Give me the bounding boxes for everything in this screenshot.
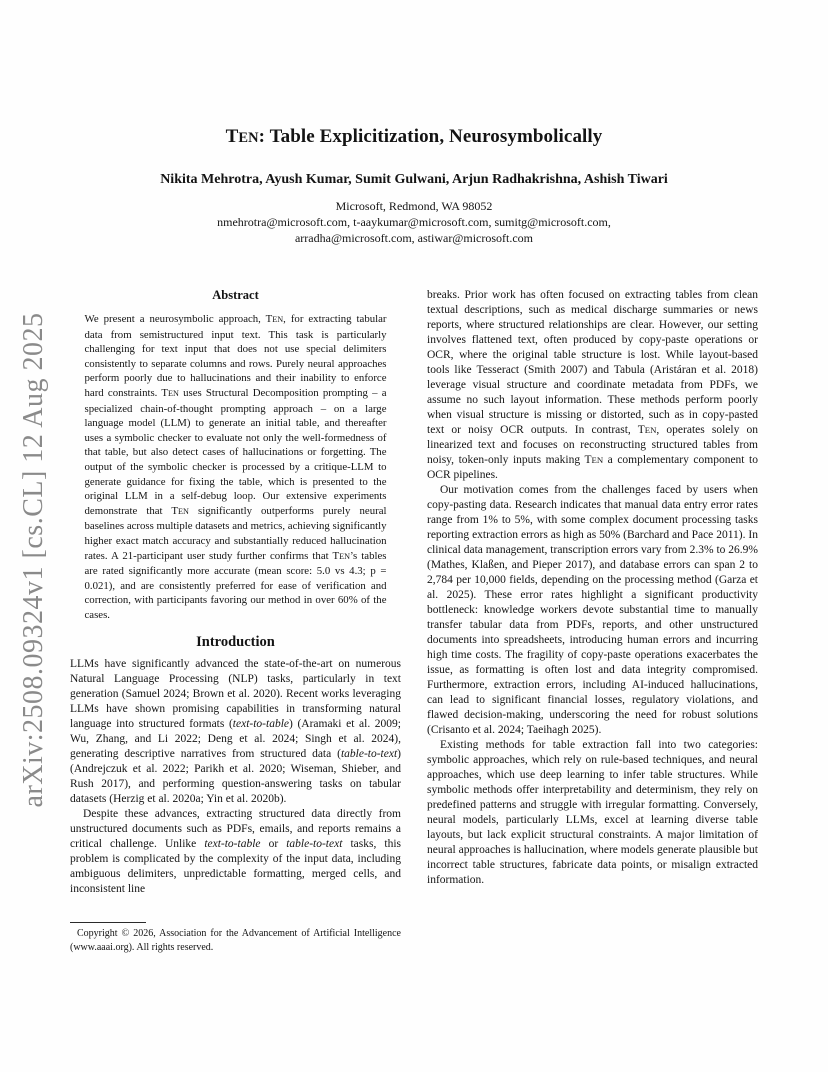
arxiv-watermark: arXiv:2508.09324v1 [cs.CL] 12 Aug 2025	[18, 312, 49, 808]
email-line-2: arradha@microsoft.com, astiwar@microsoft.com	[294, 231, 534, 245]
right-column	[427, 288, 758, 888]
left-column	[70, 288, 401, 988]
copyright-footnote-text: Copyright © 2026, Association for the Advancement of Artificial Intelligence (www.aaai.org). All rights reserved.	[70, 928, 401, 953]
affiliation: Microsoft, Redmond, WA 98052	[335, 199, 493, 213]
abstract-heading: Abstract	[212, 288, 259, 302]
intro-paragraph-3: Our motivation comes from the challenges faced by users when copy-pasting data. Research indicates that manual data entry error rates range from 1% to 5%, with some complex document processing tasks reporting extraction errors as high as 50% (Barchard and Pace 2011). In clinical data management, transcription errors vary from 2.3% to 26.9% (Mathes, Klaßen, and Pieper 2017), and database errors can span 2 to 2,784 per 10,000 fields, depending on the processing method (Garza et al. 2025). These error rates highlight a significant productivity bottleneck: knowledge workers devote substantial time to manually transfer tabular data from PDFs, reports, and other unstructured documents into spreadsheets, introducing human errors and incurring high time costs. The fragility of copy-paste operations exacerbates the issue, as formatting is often lost and data integrity compromised. Furthermore, extraction errors, including AI-induced hallucinations, can lead to significant financial losses, regulatory violations, and flawed decision-making, underscoring the need for robust solutions (Crisanto et al. 2024; Taeihagh 2025).	[427, 484, 758, 736]
intro-paragraph-2-continued: breaks. Prior work has often focused on extracting tables from clean textual descriptions, such as medical discharge summaries or news reports, where structured relationships are clear. However, our setting involves flattened text, often produced by copy-paste operations or OCR, where the original table structure is lost. While layout-based tools like Tesseract (Smith 2007) and Tabula (Aristáran et al. 2018) leverage visual structure and coordinate metadata from PDFs, we assume no such layout information. These methods perform poorly when visual structure is missing or distorted, such as in copy-pasted text or noisy OCR outputs. In contrast, TEN, operates solely on linearized text and focuses on reconstructing structured tables from noisy, token-only inputs making TEN a complementary component to OCR pipelines.	[427, 289, 758, 481]
copyright-footnote	[70, 922, 401, 954]
paper-authors: Nikita Mehrotra, Ayush Kumar, Sumit Gulwani, Arjun Radhakrishna, Ashish Tiwari	[160, 172, 668, 187]
paper-header	[70, 0, 758, 246]
intro-paragraph-2: Despite these advances, extracting structured data directly from unstructured documents such as PDFs, emails, and reports remains a critical challenge. Unlike text-to-table or table-to-text tasks, this problem is complicated by the complexity of the input data, including ambiguous delimiters, unpredictable formatting, merged cells, and inconsistent line	[70, 808, 401, 896]
abstract-text: We present a neurosymbolic approach, TEN, for extracting tabular data from semistructured input text. This task is particularly challenging for text input that does not use special delimiters consistently to separate columns and rows. Purely neural approaches perform poorly due to hallucinations and their inability to enforce hard constraints. TEN uses Structural Decomposition prompting – a specialized chain-of-thought prompting approach – on a large language model (LLM) to generate an initial table, and thereafter uses a symbolic checker to evaluate not only the well-formedness of that table, but also detect cases of hallucinations or forgetting. The output of the symbolic checker is processed by a critique-LLM to generate guidance for fixing the table, which is presented to the original LLM in a self-debug loop. Our extensive experiments demonstrate that TEN significantly outperforms purely neural baselines across multiple datasets and metrics, achieving significantly higher exact match accuracy and substantially reduced hallucination rates. A 21-participant user study further confirms that TEN’s tables are rated significantly more accurate (mean score: 5.0 vs 4.3; p = 0.021), and are consistently preferred for ease of verification and correction, with participants favoring our method in over 60% of the cases.	[84, 313, 387, 621]
intro-paragraph-1: LLMs have significantly advanced the state-of-the-art on numerous Natural Language Processing (NLP) tasks, particularly in text generation (Samuel 2024; Brown et al. 2020). Recent works leveraging LLMs have shown promising capabilities in transforming natural language into structured formats (text-to-table) (Aramaki et al. 2009; Wu, Zhang, and Li 2022; Deng et al. 2024; Singh et al. 2024), generating descriptive narratives from structured data (table-to-text) (Andrejczuk et al. 2022; Parikh et al. 2020; Wiseman, Shieber, and Rush 2017), and performing question-answering tasks on tabular datasets (Herzig et al. 2020a; Yin et al. 2020b).	[70, 658, 401, 806]
paper-title: TEN: Table Explicitization, Neurosymbolically	[225, 126, 603, 147]
footnote-rule	[70, 922, 146, 923]
introduction-heading: Introduction	[196, 634, 275, 651]
left-column-flow	[70, 288, 401, 916]
intro-paragraph-4: Existing methods for table extraction fall into two categories: symbolic approaches, which rely on rule-based techniques, and neural approaches, which use deep learning to infer table structures. While symbolic methods offer interpretability and determinism, they rely on predefined patterns and struggle with irregular formatting. Conversely, neural models, particularly LLMs, excel at learning diverse table layouts, but lack explicit structural constraints. A major limitation of neural approaches is hallucination, where models generate plausible but incorrect table structures, fabricate data points, or misalign extracted information.	[427, 739, 758, 886]
email-line-1: nmehrotra@microsoft.com, t-aaykumar@microsoft.com, sumitg@microsoft.com,	[217, 215, 611, 229]
